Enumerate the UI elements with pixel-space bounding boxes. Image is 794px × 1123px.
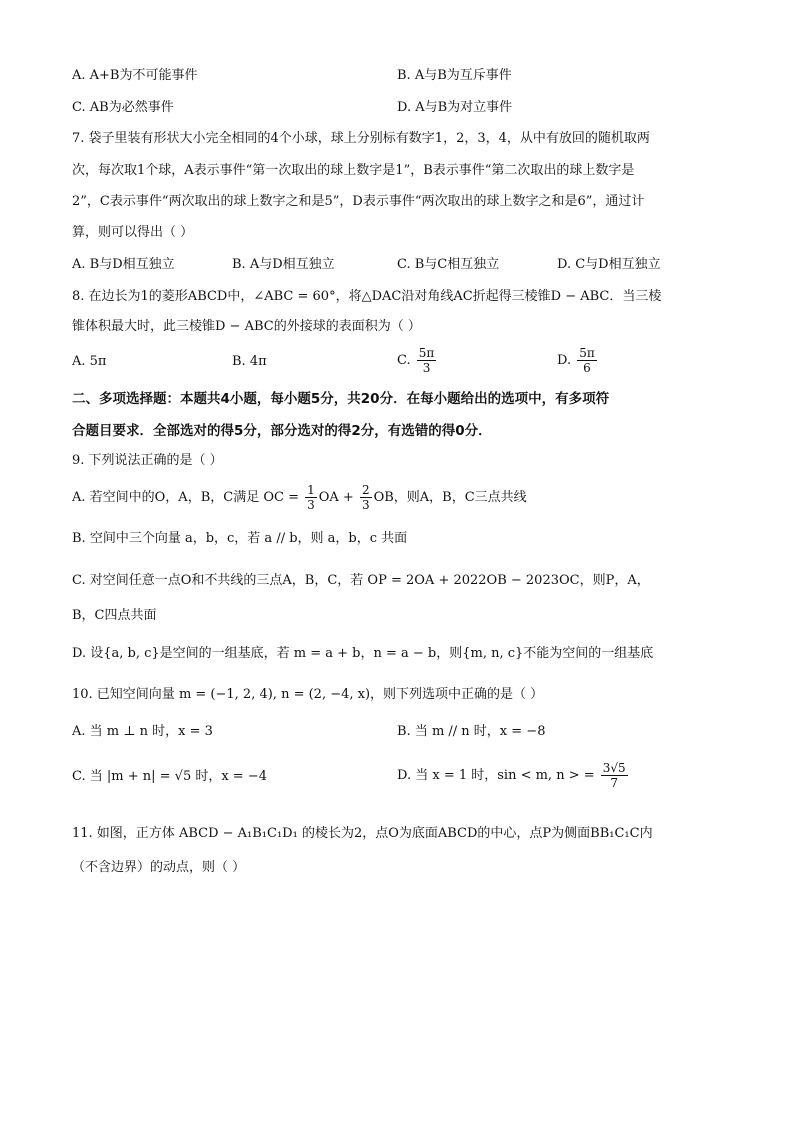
q8-option-c-label: C. (397, 353, 411, 368)
q7-stem-line1: 7. 袋子里装有形状大小完全相同的4个小球，球上分别标有数字1，2，3，4，从中有放回的随机取两 (72, 131, 650, 146)
q6-option-b: B. A与B为互斥事件 (397, 68, 512, 83)
q10-option-c: C. 当 |m + n| = √5 时，x = −4 (72, 769, 267, 784)
q9-option-a-fraction2 (360, 483, 372, 512)
q10-option-a: A. 当 m ⊥ n 时，x = 3 (72, 724, 213, 739)
q9-option-b: B. 空间中三个向量 a，b，c，若 a // b，则 a，b，c 共面 (72, 531, 408, 546)
q10-option-d-pre: D. 当 x = 1 时，sin < m, n > = (397, 768, 599, 783)
q8-option-d-label: D. (557, 353, 572, 368)
q7-stem-line2: 次，每次取1个球，A表示事件“第一次取出的球上数字是1”，B表示事件“第二次取出的球上数字是 (72, 163, 635, 178)
q9-option-d: D. 设{a, b, c}是空间的一组基底，若 m = a + b，n = a − b，则{m, n, c}不能为空间的一组基底 (72, 646, 654, 661)
q11-stem-line1: 11. 如图，正方体 ABCD − A₁B₁C₁D₁ 的棱长为2，点O为底面ABCD的中心，点P为侧面BB₁C₁C内 (72, 826, 653, 841)
q7-stem-line3: 2”，C表示事件“两次取出的球上数字之和是5”，D表示事件“两次取出的球上数字之和是6”，通过计 (72, 194, 645, 209)
q9-option-a-fraction2-den: 3 (361, 498, 370, 512)
q9-option-c-line2: B，C四点共面 (72, 608, 157, 623)
q8-option-d-numerator: 5π (579, 346, 595, 360)
q8-option-d (557, 345, 599, 377)
q11-stem-line2: （不含边界）的动点，则（ ） (72, 860, 246, 875)
q6-option-d: D. A与B为对立事件 (397, 100, 513, 115)
section2-heading-line2: 合题目要求．全部选对的得5分，部分选对的得2分，有选错的得0分． (72, 423, 492, 439)
q6-option-c: C. AB为必然事件 (72, 100, 174, 115)
q8-stem-line1: 8. 在边长为1的菱形ABCD中，∠ABC = 60°，将△DAC沿对角线AC折起得三棱锥D − ABC．当三棱 (72, 289, 662, 304)
q7-option-d: D. C与D相互独立 (557, 257, 661, 272)
q6-option-a: A. A+B为不可能事件 (72, 68, 198, 83)
q8-option-d-denominator: 6 (583, 361, 591, 375)
q10-option-d-fraction (601, 761, 628, 790)
q9-option-a-fraction1 (305, 483, 317, 512)
q9-option-a-fraction1-den: 3 (307, 498, 315, 512)
q10-option-d-denominator: 7 (610, 776, 619, 790)
section2-heading-line1: 二、多项选择题：本题共4小题，每小题5分，共20分．在每小题给出的选项中，有多项符 (72, 391, 610, 407)
q10-option-b: B. 当 m // n 时，x = −8 (397, 724, 546, 739)
q9-option-a-post: OB，则A，B，C三点共线 (373, 490, 527, 505)
q8-option-c-denominator: 3 (422, 361, 431, 375)
q8-stem-line2: 锥体积最大时，此三棱锥D − ABC的外接球的表面积为（ ） (72, 319, 421, 334)
q8-option-d-fraction (577, 346, 597, 375)
q7-option-a: A. B与D相互独立 (72, 257, 175, 272)
q9-option-a-pre: A. 若空间中的O，A，B，C满足 OC = (72, 490, 304, 505)
q8-option-a: A. 5π (72, 354, 107, 369)
q8-option-c-numerator: 5π (418, 346, 435, 360)
q8-option-b: B. 4π (232, 354, 267, 369)
q7-option-b: B. A与D相互独立 (232, 257, 335, 272)
q9-option-a-fraction2-num: 2 (361, 483, 370, 497)
q8-option-c-fraction (417, 346, 437, 375)
q9-option-a-mid: OA + (318, 490, 358, 505)
q9-stem: 9. 下列说法正确的是（ ） (72, 453, 223, 468)
q10-option-d-numerator: 3√5 (602, 761, 626, 775)
q10-option-d (397, 759, 630, 793)
q10-stem: 10. 已知空间向量 m = (−1, 2, 4), n = (2, −4, x)，则下列选项中正确的是（ ） (72, 687, 544, 702)
q9-option-a (72, 482, 527, 514)
q9-option-c-line1: C. 对空间任意一点O和不共线的三点A，B，C，若 OP = 2OA + 2022OB − 2023OC，则P，A， (72, 573, 650, 588)
q8-option-c (397, 345, 438, 377)
q7-stem-line4: 算，则可以得出（ ） (72, 225, 194, 240)
q9-option-a-fraction1-num: 1 (307, 483, 315, 497)
q7-option-c: C. B与C相互独立 (397, 257, 500, 272)
